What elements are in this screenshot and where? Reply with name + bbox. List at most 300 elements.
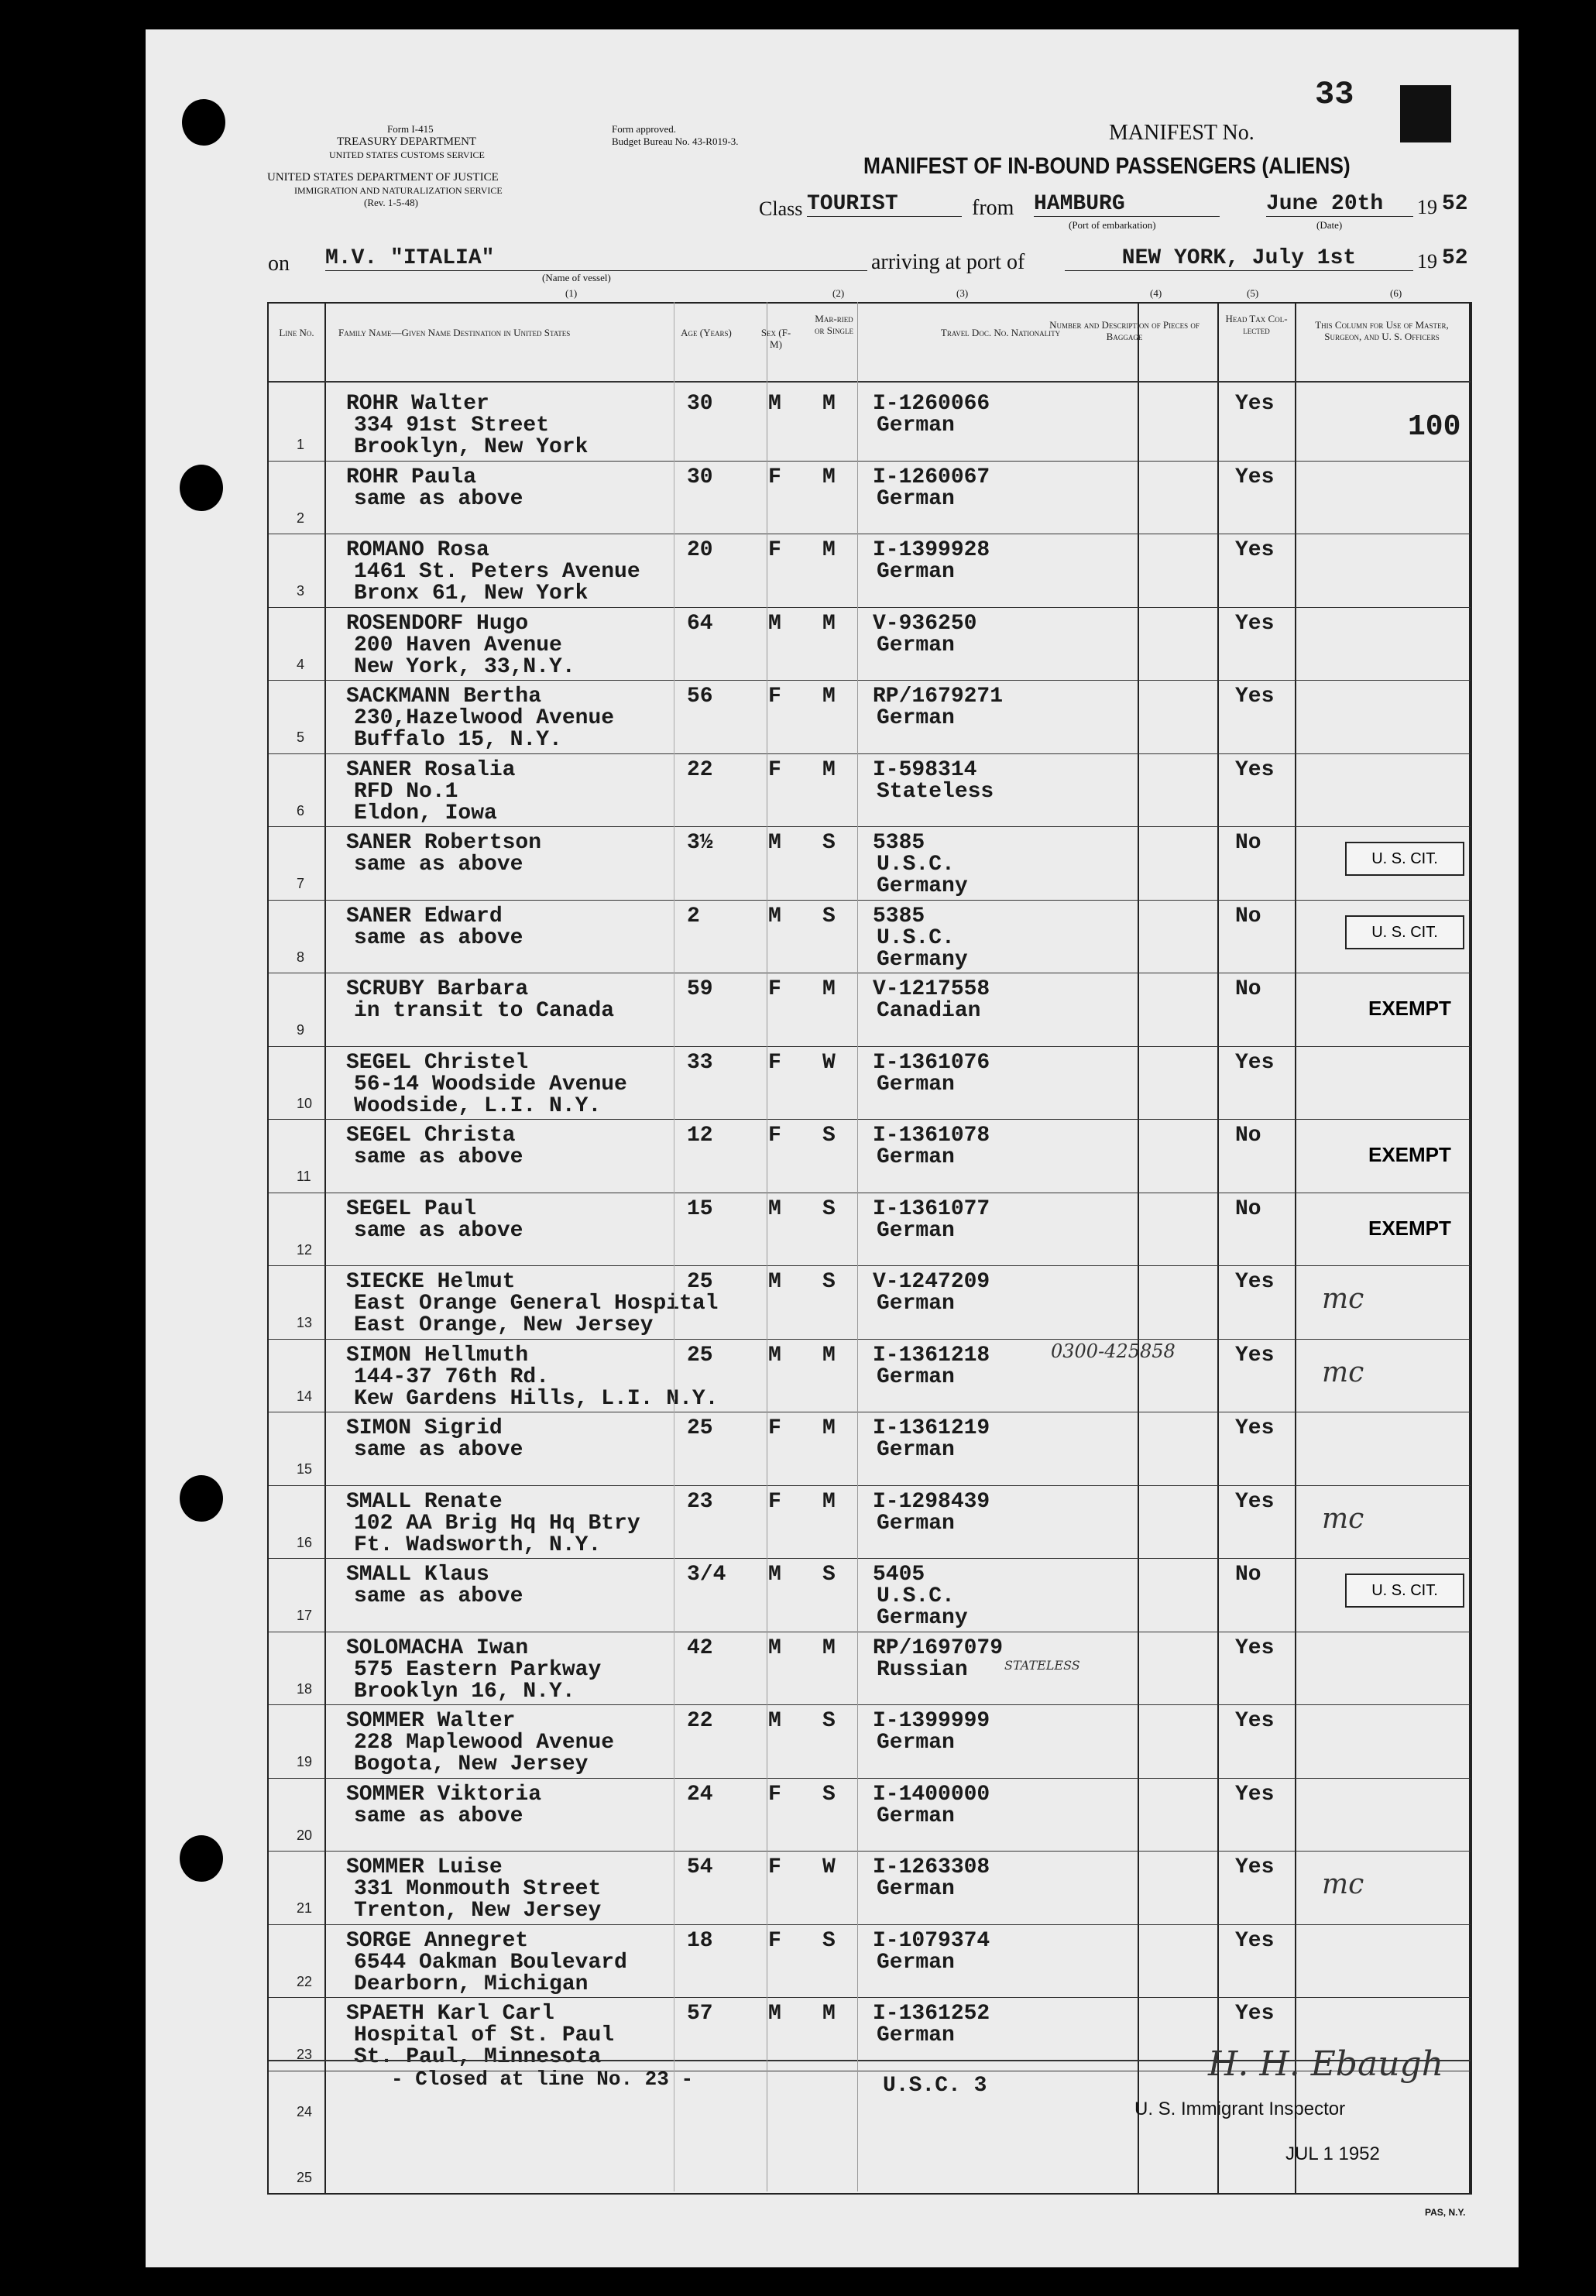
age: 12	[687, 1124, 713, 1148]
row-rule	[269, 1558, 1471, 1559]
col-number-4: (4)	[1150, 287, 1162, 299]
row-rule	[269, 753, 1471, 754]
form-approved: Form approved.	[612, 123, 677, 135]
line-number: 22	[297, 1973, 313, 1989]
header-officers: This Column for Use of Master, Surgeon, and U. S. Officers	[1315, 319, 1449, 342]
from-label: from	[972, 196, 1014, 220]
head-tax: Yes	[1235, 685, 1275, 709]
form-revision: (Rev. 1-5-48)	[364, 197, 418, 208]
head-tax: Yes	[1235, 1416, 1275, 1440]
row-rule	[269, 1046, 1471, 1047]
line-number: 19	[297, 1754, 313, 1769]
sex: M	[768, 1343, 781, 1368]
passenger-name: SACKMANN Bertha	[346, 685, 542, 709]
nationality: German	[877, 560, 955, 584]
baggage-note: 0300-425858	[1051, 1340, 1176, 1362]
head-tax: No	[1235, 1196, 1261, 1221]
header-rule	[269, 381, 1471, 383]
age: 57	[687, 2002, 713, 2026]
line-number: 1	[297, 437, 305, 452]
destination-line-1: 56-14 Woodside Avenue	[354, 1072, 627, 1097]
travel-doc-number: 5385	[873, 904, 925, 928]
destination-line-2: Dearborn, Michigan	[354, 1972, 589, 1996]
line-number: 16	[297, 1534, 313, 1550]
age: 56	[687, 685, 713, 709]
row-rule	[269, 1265, 1471, 1266]
marital-status: M	[822, 2002, 836, 2026]
travel-doc-number: RP/1679271	[873, 685, 1004, 709]
age: 22	[687, 757, 713, 782]
marital-status: M	[822, 1635, 836, 1660]
marital-status: M	[822, 611, 836, 636]
line-number: 20	[297, 1827, 313, 1843]
budget-bureau: Budget Bureau No. 43-R019-3.	[612, 136, 739, 147]
sex: M	[768, 1635, 781, 1660]
arriving-label: arriving at port of	[871, 250, 1025, 274]
header-married: Mar-ried or Single	[815, 313, 853, 336]
line-number: 18	[297, 1680, 313, 1697]
from-value: HAMBURG	[1034, 192, 1220, 217]
marital-status: M	[822, 1416, 836, 1440]
inspector-signature: H. H. Ebaugh	[1208, 2044, 1444, 2084]
table-row	[269, 462, 1471, 536]
arrival-value: NEW YORK, July 1st	[1065, 246, 1413, 271]
line-number: 12	[297, 1241, 313, 1258]
head-tax: Yes	[1235, 1709, 1275, 1733]
sex: F	[768, 685, 781, 709]
date-caption: (Date)	[1316, 219, 1343, 231]
line-number: 7	[297, 876, 305, 891]
nationality: German	[877, 1145, 955, 1169]
line-number: 3	[297, 583, 305, 599]
marital-status: M	[822, 977, 836, 1001]
header-line-no: Line No.	[279, 327, 314, 338]
sex: F	[768, 1489, 781, 1514]
passenger-name: SPAETH Karl Carl	[346, 2002, 554, 2026]
age: 30	[687, 392, 713, 416]
head-tax: Yes	[1235, 1855, 1275, 1879]
nationality: Russian	[877, 1657, 968, 1682]
punch-hole	[180, 465, 223, 511]
table-row	[269, 535, 1471, 609]
marital-status: M	[822, 392, 836, 416]
row-rule	[269, 1778, 1471, 1779]
marital-status: M	[822, 757, 836, 782]
usc-total: U.S.C. 3	[883, 2074, 987, 2098]
table-row	[269, 755, 1471, 829]
destination-line-2: East Orange, New Jersey	[354, 1313, 654, 1337]
marital-status: S	[822, 831, 836, 855]
age: 33	[687, 1050, 713, 1075]
age: 24	[687, 1782, 713, 1807]
age: 25	[687, 1343, 713, 1368]
us-citizen-stamp: U. S. CIT.	[1345, 1574, 1464, 1608]
age: 3½	[687, 831, 713, 855]
line-number: 21	[297, 1900, 313, 1916]
vessel-value: M.V. "ITALIA"	[325, 246, 867, 271]
head-tax: Yes	[1235, 1489, 1275, 1514]
destination-line-2: Kew Gardens Hills, L.I. N.Y.	[354, 1386, 719, 1411]
destination-line-2: Trenton, New Jersey	[354, 1899, 602, 1923]
destination-line-1: 6544 Oakman Boulevard	[354, 1950, 627, 1975]
sex: M	[768, 611, 781, 636]
header-sex: Sex (F-M)	[760, 327, 791, 350]
destination-line-1: 331 Monmouth Street	[354, 1877, 602, 1901]
head-tax: Yes	[1235, 1270, 1275, 1294]
marital-status: S	[822, 904, 836, 928]
nationality-note: STATELESS	[1004, 1657, 1080, 1673]
sex: M	[768, 1270, 781, 1294]
nationality: Canadian	[877, 999, 981, 1023]
head-tax: Yes	[1235, 1343, 1275, 1368]
table-row	[269, 1267, 1471, 1340]
marital-status: S	[822, 1270, 836, 1294]
line-number: 8	[297, 949, 305, 965]
ins-service: IMMIGRATION AND NATURALIZATION SERVICE	[294, 185, 503, 196]
destination-line-2: New York, 33,N.Y.	[354, 654, 575, 679]
line-number: 23	[297, 2047, 313, 2062]
travel-doc-number: I-1399999	[873, 1709, 990, 1733]
sex: M	[768, 392, 781, 416]
line-number-24: 24	[297, 2104, 313, 2119]
marital-status: S	[822, 1782, 836, 1807]
travel-doc-number: RP/1697079	[873, 1635, 1004, 1660]
sex: M	[768, 1196, 781, 1221]
travel-doc-number: I-598314	[873, 757, 977, 782]
punch-hole	[182, 99, 225, 146]
redaction-block	[1400, 85, 1451, 142]
destination-line-1: same as above	[354, 853, 523, 877]
passenger-name: SORGE Annegret	[346, 1928, 529, 1953]
nationality: German	[877, 1804, 955, 1828]
destination-line-1: same as above	[354, 925, 523, 950]
age: 3/4	[687, 1563, 726, 1587]
col-number-1: (1)	[565, 287, 578, 299]
head-tax: No	[1235, 1563, 1261, 1587]
passenger-name: SOMMER Luise	[346, 1855, 503, 1879]
sex: F	[768, 1416, 781, 1440]
marital-status: S	[822, 1196, 836, 1221]
treasury-dept: TREASURY DEPARTMENT	[337, 136, 477, 148]
table-row	[269, 1926, 1471, 1999]
travel-doc-number: I-1263308	[873, 1855, 990, 1879]
age: 64	[687, 611, 713, 636]
line-number: 5	[297, 729, 305, 745]
nationality: German	[877, 1364, 955, 1389]
travel-doc-number: I-1361252	[873, 2002, 990, 2026]
travel-doc-number: I-1361218	[873, 1343, 990, 1368]
destination-line-2: Buffalo 15, N.Y.	[354, 728, 562, 752]
age: 23	[687, 1489, 713, 1514]
vessel-caption: (Name of vessel)	[542, 272, 611, 283]
sex: F	[768, 1928, 781, 1953]
row-rule	[269, 900, 1471, 901]
nationality: German	[877, 1731, 955, 1755]
marital-status: M	[822, 538, 836, 562]
marital-status: M	[822, 685, 836, 709]
nationality-detail: Germany	[877, 1606, 968, 1630]
class-label: Class	[759, 197, 803, 220]
manifest-table	[267, 302, 1472, 2195]
passenger-name: ROSENDORF Hugo	[346, 611, 529, 636]
exempt-stamp: EXEMPT	[1368, 997, 1451, 1020]
table-row	[269, 389, 1471, 462]
date-year-label: 19	[1417, 196, 1437, 218]
nationality: German	[877, 633, 955, 657]
travel-doc-number: V-936250	[873, 611, 977, 636]
passenger-name: SCRUBY Barbara	[346, 977, 529, 1001]
table-row	[269, 1633, 1471, 1707]
sex: F	[768, 465, 781, 489]
header-head-tax: Head Tax Col-lected	[1225, 313, 1288, 336]
nationality-detail: Germany	[877, 947, 968, 972]
passenger-name: SIECKE Helmut	[346, 1270, 516, 1294]
head-tax: No	[1235, 977, 1261, 1001]
table-row	[269, 1121, 1471, 1194]
nationality: U.S.C.	[877, 1584, 955, 1608]
officer-initials: mc	[1322, 1356, 1364, 1388]
arrival-year-value: 52	[1442, 246, 1468, 270]
sex: M	[768, 831, 781, 855]
passenger-name: SIMON Hellmuth	[346, 1343, 529, 1368]
age: 54	[687, 1855, 713, 1879]
exempt-stamp: EXEMPT	[1368, 1143, 1451, 1166]
nationality: German	[877, 2023, 955, 2047]
arrival-year-label: 19	[1417, 250, 1437, 273]
destination-line-1: same as above	[354, 486, 523, 511]
destination-line-2: Ft. Wadsworth, N.Y.	[354, 1532, 602, 1557]
sex: F	[768, 977, 781, 1001]
punch-hole	[180, 1835, 223, 1882]
marital-status: S	[822, 1124, 836, 1148]
line-number: 13	[297, 1315, 313, 1330]
travel-doc-number: V-1247209	[873, 1270, 990, 1294]
travel-doc-number: 5385	[873, 831, 925, 855]
head-tax: Yes	[1235, 1635, 1275, 1660]
destination-line-1: 228 Maplewood Avenue	[354, 1731, 615, 1755]
travel-doc-number: I-1399928	[873, 538, 990, 562]
nationality: German	[877, 414, 955, 438]
passenger-name: SIMON Sigrid	[346, 1416, 503, 1440]
exempt-stamp: EXEMPT	[1368, 1216, 1451, 1240]
destination-line-1: 144-37 76th Rd.	[354, 1364, 550, 1389]
destination-line-2: Eldon, Iowa	[354, 801, 497, 825]
travel-doc-number: I-1079374	[873, 1928, 990, 1953]
destination-line-1: 102 AA Brig Hq Hq Btry	[354, 1511, 640, 1536]
page-number: 33	[1315, 76, 1354, 113]
nationality: German	[877, 1511, 955, 1536]
travel-doc-number: I-1361076	[873, 1050, 990, 1075]
age: 20	[687, 538, 713, 562]
table-row	[269, 1413, 1471, 1487]
destination-line-1: RFD No.1	[354, 779, 458, 804]
nationality: German	[877, 1218, 955, 1243]
officer-initials: mc	[1322, 1283, 1364, 1315]
col-number-5: (5)	[1247, 287, 1259, 299]
destination-line-2: St. Paul, Minnesota	[354, 2045, 602, 2069]
table-row	[269, 1560, 1471, 1633]
age: 59	[687, 977, 713, 1001]
customs-service: UNITED STATES CUSTOMS SERVICE	[329, 149, 485, 160]
line-number: 6	[297, 802, 305, 819]
nationality: German	[877, 706, 955, 730]
destination-line-1: East Orange General Hospital	[354, 1292, 719, 1316]
table-row	[269, 1487, 1471, 1560]
sex: F	[768, 538, 781, 562]
row-rule	[269, 826, 1471, 827]
head-tax: Yes	[1235, 1782, 1275, 1807]
date-stamp: JUL 1 1952	[1285, 2143, 1380, 2164]
destination-line-1: same as above	[354, 1218, 523, 1243]
passenger-name: SOLOMACHA Iwan	[346, 1635, 529, 1660]
row-rule	[269, 1339, 1471, 1340]
head-tax: No	[1235, 831, 1261, 855]
sex: F	[768, 1782, 781, 1807]
line-number: 2	[297, 510, 305, 526]
marital-status: M	[822, 1343, 836, 1368]
age: 2	[687, 904, 700, 928]
col-number-2: (2)	[832, 287, 845, 299]
head-tax: Yes	[1235, 465, 1275, 489]
table-row	[269, 974, 1471, 1048]
destination-line-2: Brooklyn 16, N.Y.	[354, 1679, 575, 1704]
age: 25	[687, 1270, 713, 1294]
class-value: TOURIST	[807, 192, 962, 217]
nationality: German	[877, 1877, 955, 1901]
closed-at-line: - Closed at line No. 23 -	[391, 2068, 694, 2091]
passenger-name: ROMANO Rosa	[346, 538, 489, 562]
row-rule	[269, 1851, 1471, 1852]
table-row	[269, 1706, 1471, 1779]
table-row	[269, 609, 1471, 682]
table-row	[269, 901, 1471, 975]
marital-status: M	[822, 1489, 836, 1514]
table-row	[269, 1340, 1471, 1414]
officer-initials: mc	[1322, 1502, 1364, 1535]
destination-line-2: Bogota, New Jersey	[354, 1752, 589, 1776]
line-number-25: 25	[297, 2170, 313, 2185]
col-number-6: (6)	[1390, 287, 1402, 299]
line-number: 9	[297, 1022, 305, 1038]
sex: M	[768, 2002, 781, 2026]
row-rule	[269, 1704, 1471, 1705]
table-row	[269, 828, 1471, 901]
justice-dept: UNITED STATES DEPARTMENT OF JUSTICE	[267, 171, 499, 184]
travel-doc-number: I-1361078	[873, 1124, 990, 1148]
on-label: on	[268, 252, 290, 276]
destination-line-1: 230,Hazelwood Avenue	[354, 706, 615, 730]
nationality: German	[877, 486, 955, 511]
row-rule	[269, 1119, 1471, 1120]
table-row	[269, 1194, 1471, 1268]
married-column-guide	[857, 302, 858, 2191]
row-rule	[269, 461, 1471, 462]
line-number: 14	[297, 1388, 313, 1404]
travel-doc-number: I-1260066	[873, 392, 990, 416]
inspector-title: U. S. Immigrant Inspector	[1134, 2099, 1346, 2119]
travel-doc-number: I-1298439	[873, 1489, 990, 1514]
line-number: 4	[297, 656, 305, 672]
date-year-value: 52	[1442, 192, 1468, 216]
passenger-name: SANER Robertson	[346, 831, 542, 855]
nationality: German	[877, 1072, 955, 1097]
marital-status: S	[822, 1928, 836, 1953]
date-value: June 20th	[1266, 192, 1413, 217]
destination-line-1: 1461 St. Peters Avenue	[354, 560, 640, 584]
passenger-name: SANER Edward	[346, 904, 503, 928]
age: 30	[687, 465, 713, 489]
destination-line-1: same as above	[354, 1438, 523, 1462]
line-number: 15	[297, 1461, 313, 1477]
travel-doc-number: I-1400000	[873, 1782, 990, 1807]
passenger-name: SMALL Renate	[346, 1489, 503, 1514]
sex: F	[768, 1855, 781, 1879]
manifest-title: MANIFEST OF IN-BOUND PASSENGERS (ALIENS)	[863, 153, 1351, 179]
nationality: German	[877, 1292, 955, 1316]
head-tax: Yes	[1235, 1928, 1275, 1953]
marital-status: S	[822, 1563, 836, 1587]
head-tax: Yes	[1235, 1050, 1275, 1075]
passenger-name: SOMMER Viktoria	[346, 1782, 542, 1807]
passenger-name: SEGEL Christel	[346, 1050, 529, 1075]
head-tax: Yes	[1235, 538, 1275, 562]
header-name: Family Name—Given Name Destination in United States	[338, 327, 571, 338]
form-number: Form I-415	[387, 123, 434, 135]
row-rule	[269, 607, 1471, 608]
passenger-name: SANER Rosalia	[346, 757, 516, 782]
travel-doc-number: I-1260067	[873, 465, 990, 489]
table-row	[269, 681, 1471, 755]
sex: M	[768, 904, 781, 928]
table-row	[269, 1779, 1471, 1853]
nationality: Stateless	[877, 779, 994, 804]
age: 15	[687, 1196, 713, 1221]
head-tax: Yes	[1235, 757, 1275, 782]
age: 42	[687, 1635, 713, 1660]
printer-mark: PAS, N.Y.	[1425, 2207, 1466, 2218]
passenger-name: SOMMER Walter	[346, 1709, 516, 1733]
passenger-name: ROHR Paula	[346, 465, 477, 489]
age: 22	[687, 1709, 713, 1733]
destination-line-1: same as above	[354, 1145, 523, 1169]
destination-line-1: 334 91st Street	[354, 414, 550, 438]
passenger-name: SMALL Klaus	[346, 1563, 489, 1587]
line-number: 10	[297, 1095, 313, 1111]
head-tax: Yes	[1235, 2002, 1275, 2026]
line-number: 17	[297, 1608, 313, 1623]
manifest-no-label: MANIFEST No.	[1109, 121, 1254, 145]
punch-hole	[180, 1475, 223, 1522]
nationality: German	[877, 1950, 955, 1975]
age: 18	[687, 1928, 713, 1953]
count-annotation: 100	[1408, 410, 1461, 444]
destination-line-2: Brooklyn, New York	[354, 435, 589, 459]
officer-initials: mc	[1322, 1869, 1364, 1900]
destination-line-1: 575 Eastern Parkway	[354, 1657, 602, 1682]
nationality: German	[877, 1438, 955, 1462]
head-tax: No	[1235, 904, 1261, 928]
head-tax: Yes	[1235, 392, 1275, 416]
sex: M	[768, 1563, 781, 1587]
row-rule	[269, 1997, 1471, 1998]
marital-status: M	[822, 465, 836, 489]
row-rule	[269, 1485, 1471, 1486]
nationality: U.S.C.	[877, 925, 955, 950]
head-tax: Yes	[1235, 611, 1275, 636]
us-citizen-stamp: U. S. CIT.	[1345, 915, 1464, 949]
embarkation-caption: (Port of embarkation)	[1069, 219, 1156, 231]
travel-doc-number: I-1361077	[873, 1196, 990, 1221]
